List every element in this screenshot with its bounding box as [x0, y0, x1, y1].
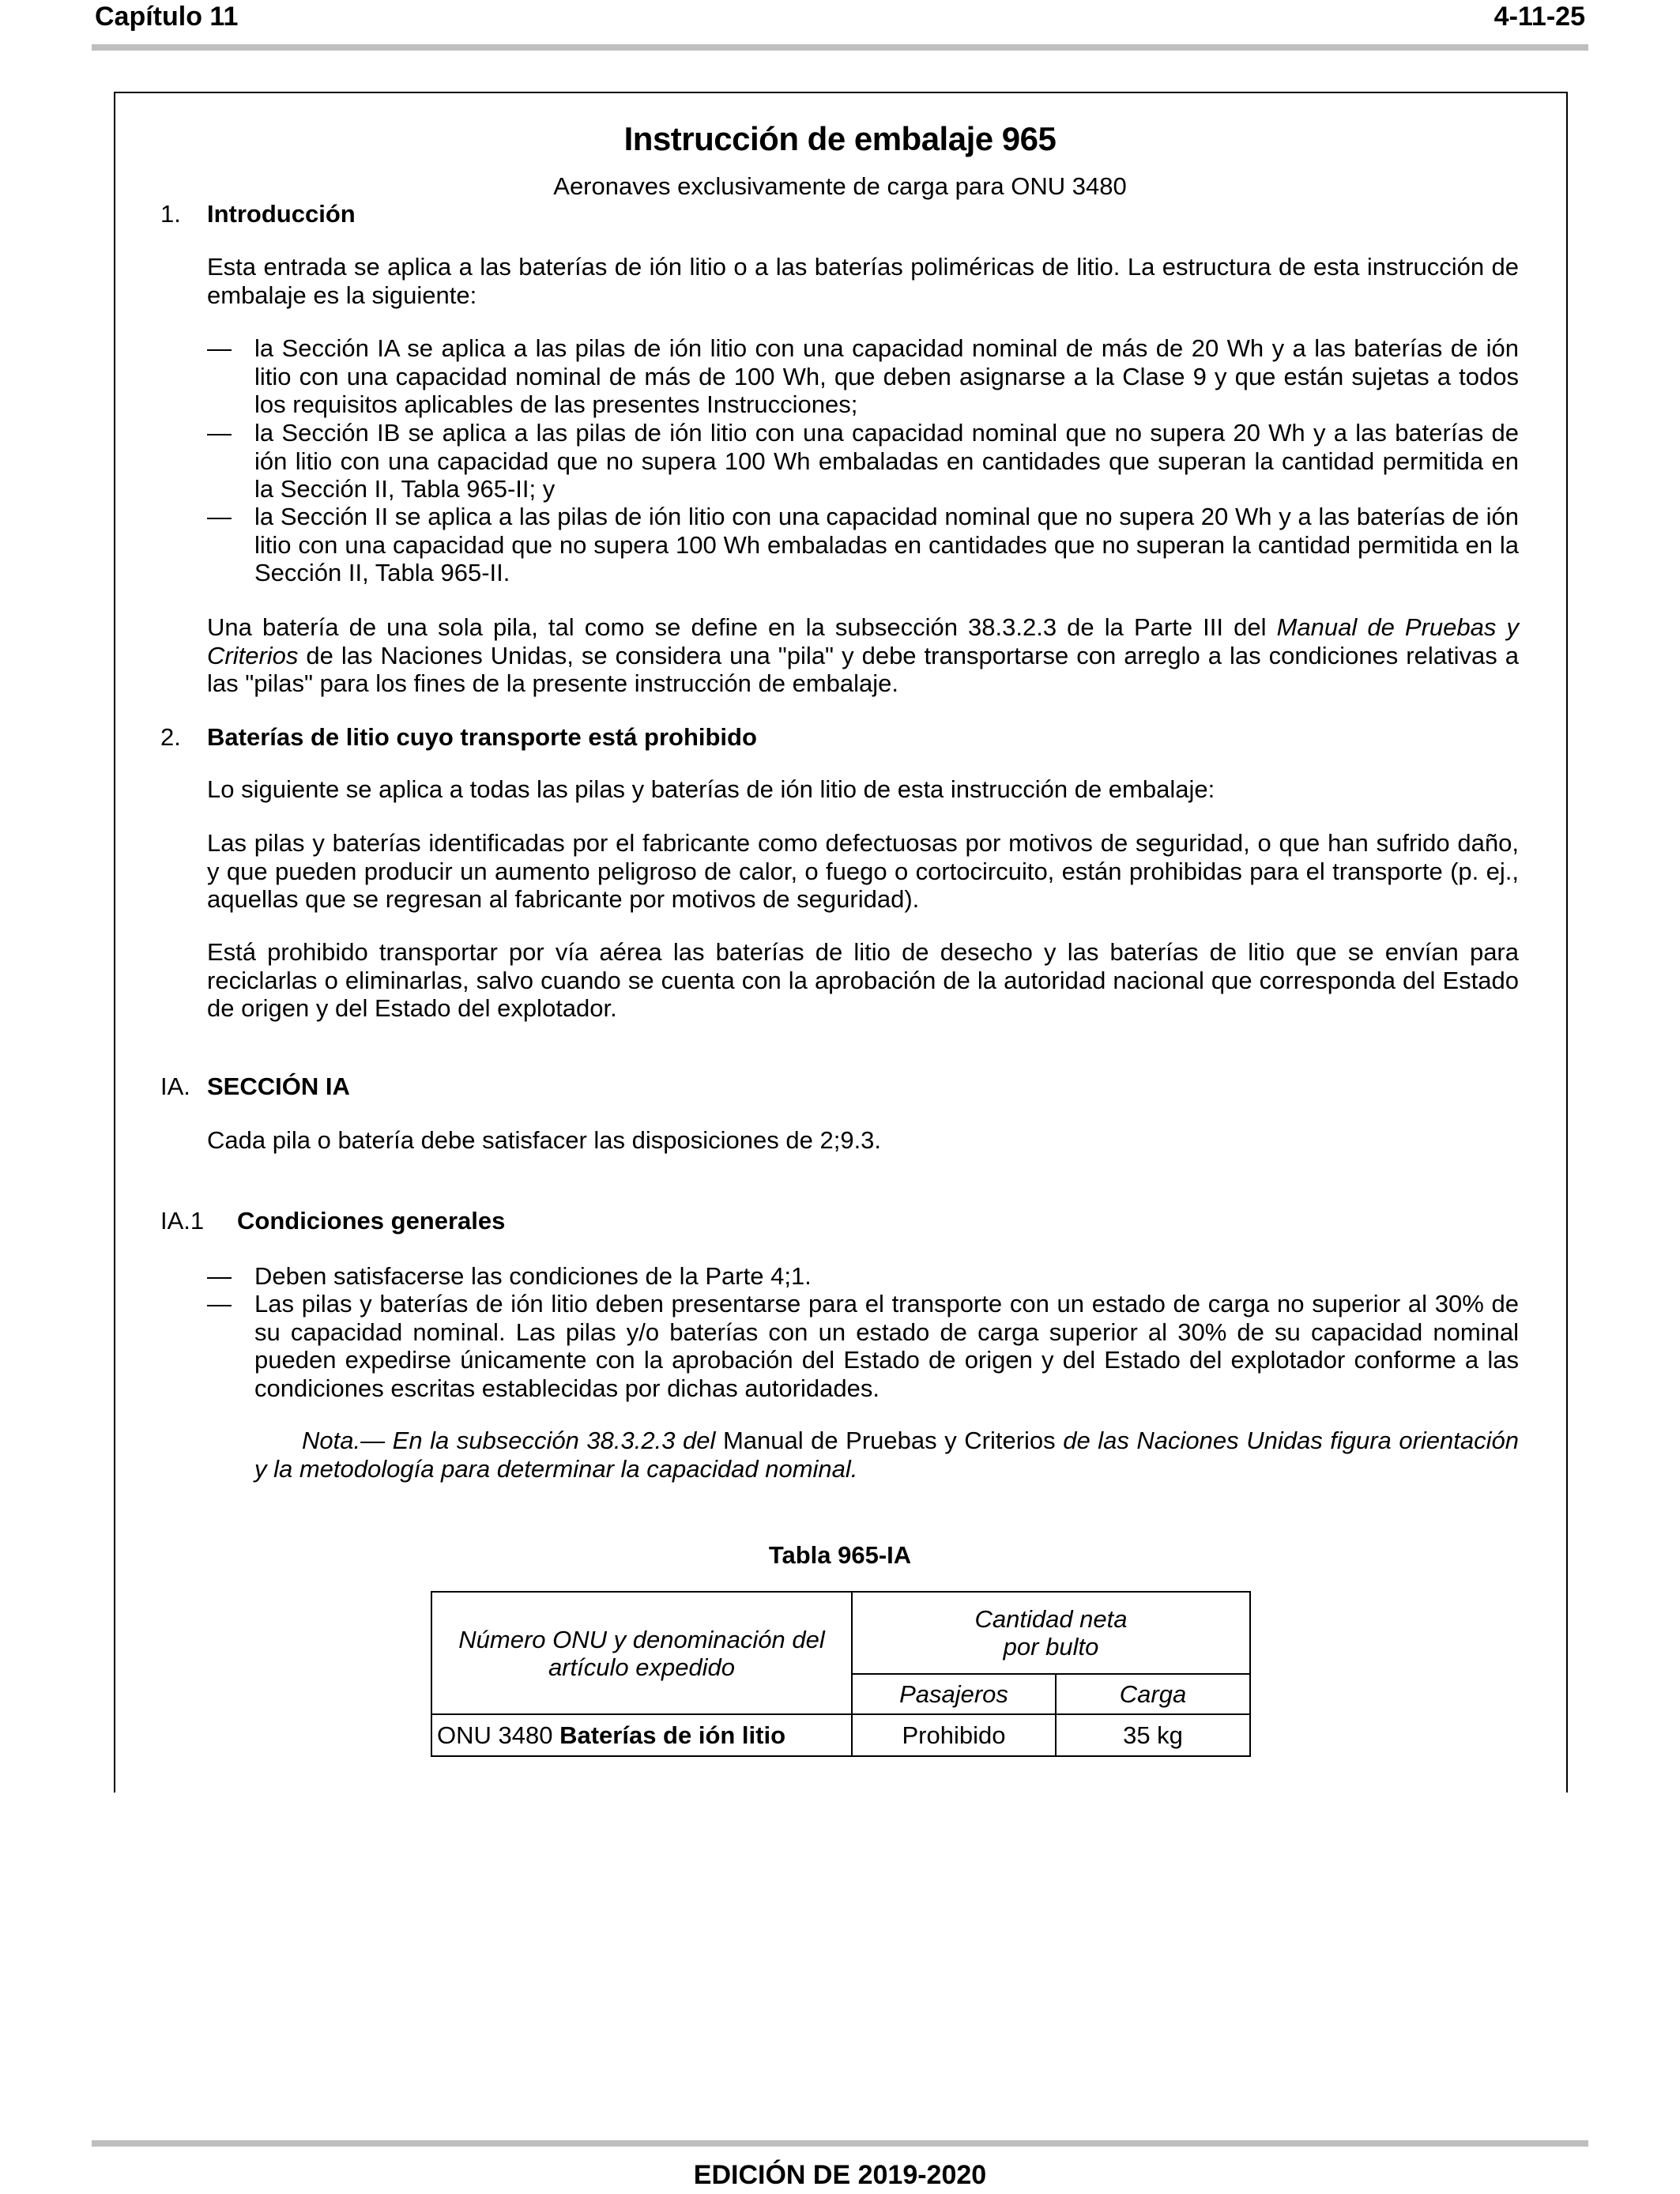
table-caption: Tabla 965-IA	[768, 1541, 912, 1569]
section-ia-paragraph: Cada pila o batería debe satisfacer las disposiciones de 2;9.3.	[207, 1126, 882, 1154]
note-label: Nota.— En la subsección 38.3.2.3 del	[302, 1427, 723, 1454]
p2-text-b: de las Naciones Unidas, se considera una "pila" y debe transportarse con arreglo a las condiciones relativas a las "pilas" para los fines de la presente instrucción de embalaje.	[207, 641, 1519, 697]
table-965-ia	[431, 1591, 1251, 1757]
list-dash: —	[207, 1262, 232, 1290]
note-manual-title: Manual de Pruebas y Criterios	[722, 1427, 1056, 1454]
qty-header-line-1: Cantidad neta	[974, 1605, 1128, 1633]
list-dash: —	[207, 503, 232, 530]
row-un-cell	[431, 1714, 852, 1756]
list-item	[207, 503, 1519, 587]
section-1-paragraph-1: Esta entrada se aplica a las baterías de ión litio o a las baterías poliméricas de litio. La estructura de esta instrucción de embalaje es la siguiente:	[207, 253, 1519, 309]
row-un-number: ONU 3480	[437, 1721, 560, 1749]
list-item	[207, 1262, 1519, 1291]
section-ia-number: IA.	[160, 1072, 190, 1100]
section-1-heading: Introducción	[207, 200, 356, 228]
col-un-header-text: Número ONU y denominación del artículo expedido	[458, 1625, 825, 1681]
row-pax-cell: Prohibido	[852, 1714, 1056, 1756]
footer-rule	[92, 2140, 1588, 2147]
table-header-row	[431, 1592, 1250, 1674]
list-item	[207, 419, 1519, 503]
col-un-header	[431, 1592, 852, 1714]
col-pax-header-text: Pasajeros	[899, 1680, 1008, 1708]
col-qty-header	[852, 1592, 1250, 1674]
section-2-paragraph-2: Las pilas y baterías identificadas por el fabricante como defectuosas por motivos de seguridad, o que han sufrido daño, y que pueden producir un aumento peligroso de calor, o fuego o cortocircuito, están prohibidas para el transporte (p. ej., aquellas que se regresan al fabricante por motivos de seguridad).	[207, 829, 1519, 913]
section-2-heading: Baterías de litio cuyo transporte está prohibido	[207, 723, 757, 751]
row-cargo-cell: 35 kg	[1056, 1714, 1250, 1756]
list-item-text: Las pilas y baterías de ión litio deben presentarse para el transporte con un estado de carga no superior al 30% de su capacidad nominal. Las pilas y/o baterías con un estado de carga superior al 30% de su capacidad nominal pueden expedirse únicamente con la aprobación del Estado de origen y del Estado del explotador conforme a las condiciones escritas establecidas por dichas autoridades.	[254, 1290, 1519, 1402]
section-2-paragraph-1: Lo siguiente se aplica a todas las pilas y baterías de ión litio de esta instrucción de embalaje:	[207, 775, 1215, 803]
p2-manual-title: Manual de Pruebas y Criterios	[207, 613, 1519, 669]
list-item-text: la Sección II se aplica a las pilas de ión litio con una capacidad nominal que no supera 20 Wh y a las baterías de ión litio con una capacidad que no supera 100 Wh embaladas en cantidades que no superan la cantidad permitida en la Sección II, Tabla 965-II.	[254, 503, 1519, 586]
instruction-subtitle: Aeronaves exclusivamente de carga para ONU 3480	[553, 172, 1127, 200]
row-article-name: Baterías de ión litio	[559, 1721, 786, 1749]
table-row	[431, 1714, 1250, 1756]
col-pax-header	[852, 1674, 1056, 1714]
list-item	[207, 1290, 1519, 1402]
section-ia1-heading: Condiciones generales	[237, 1207, 506, 1235]
list-item-text: la Sección IB se aplica a las pilas de ión litio con una capacidad nominal que no supera 20 Wh y a las baterías de ión litio con una capacidad que no supera 100 Wh embaladas en cantidades que superan la cantidad permitida en la Sección II, Tabla 965-II; y	[254, 419, 1519, 503]
section-1-paragraph-2	[207, 613, 1519, 698]
list-item-text: Deben satisfacerse las condiciones de la Parte 4;1.	[254, 1262, 812, 1290]
col-cargo-header	[1056, 1674, 1250, 1714]
list-dash: —	[207, 334, 232, 362]
header-rule	[92, 44, 1588, 51]
chapter-label: Capítulo 11	[95, 2, 239, 32]
note-paragraph	[254, 1427, 1519, 1483]
qty-header-line-2: por bulto	[1003, 1633, 1099, 1661]
section-1-number: 1.	[160, 200, 181, 228]
section-ia-heading: SECCIÓN IA	[207, 1072, 350, 1100]
p2-text-a: Una batería de una sola pila, tal como se define en la subsección 38.3.2.3 de la Parte III del	[207, 613, 1277, 641]
list-item-text: la Sección IA se aplica a las pilas de ión litio con una capacidad nominal de más de 20 Wh y a las baterías de ión litio con una capacidad nominal de más de 100 Wh, que deben asignarse a la Clase 9 y que están sujetas a todos los requisitos aplicables de las presentes Instrucciones;	[254, 334, 1519, 418]
col-cargo-header-text: Carga	[1119, 1680, 1187, 1708]
section-ia1-number: IA.1	[160, 1207, 205, 1235]
section-2-number: 2.	[160, 723, 181, 751]
page-number: 4-11-25	[1494, 2, 1585, 32]
list-dash: —	[207, 1290, 232, 1318]
list-item	[207, 334, 1519, 419]
edition-footer: EDICIÓN DE 2019-2020	[693, 2160, 987, 2190]
instruction-title: Instrucción de embalaje 965	[623, 120, 1057, 157]
list-dash: —	[207, 419, 232, 447]
section-2-paragraph-3: Está prohibido transportar por vía aérea las baterías de litio de desecho y las baterías de litio que se envían para reciclarlas o eliminarlas, salvo cuando se cuenta con la aprobación de la autoridad nacional que corresponda del Estado de origen y del Estado del explotador.	[207, 938, 1519, 1022]
note-rest: de las Naciones Unidas figura orientación y la metodología para determinar la capacidad nominal.	[254, 1427, 1519, 1483]
